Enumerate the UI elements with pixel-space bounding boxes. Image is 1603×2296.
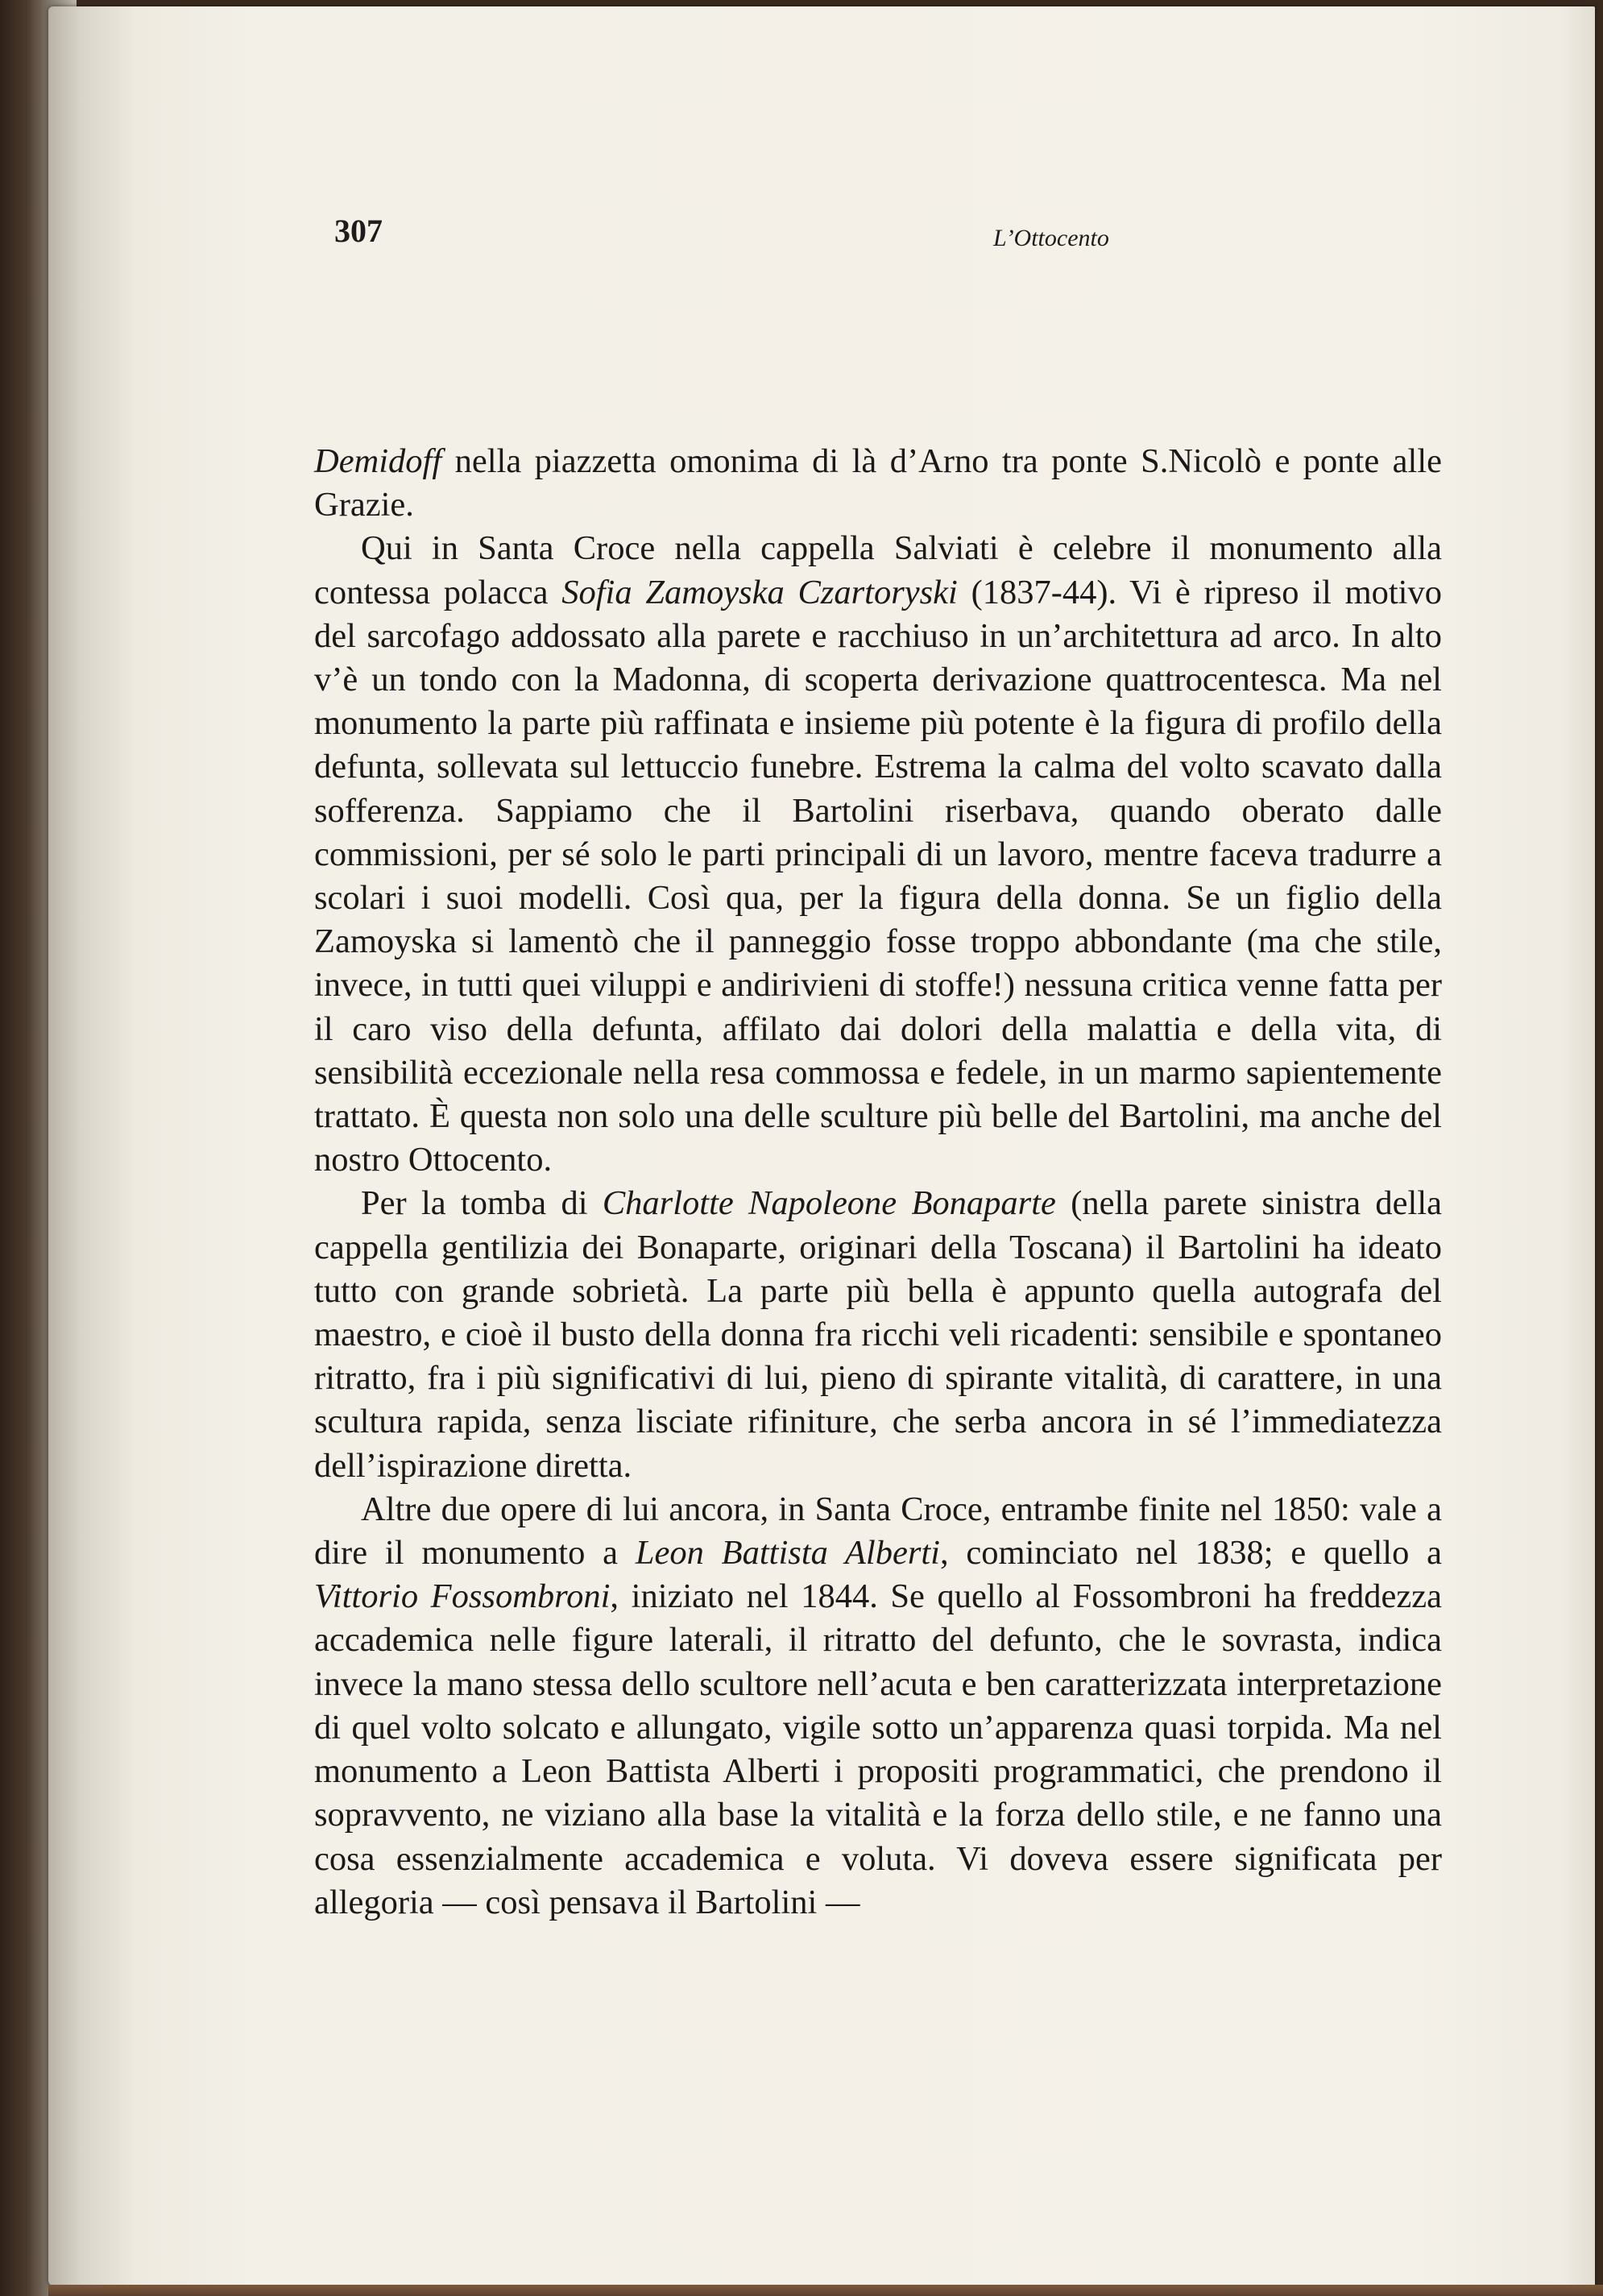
text-run: Altre due opere di lui ancora, in Santa Croce, entrambe finite nel 1850: vale a dire il monumento a <box>314 1490 1442 1573</box>
running-head: L’Ottocento <box>993 225 1109 251</box>
italic-title: Charlotte Napoleone Bonaparte <box>602 1184 1056 1223</box>
text-run: Qui in Santa Croce nella cappella Salviati è celebre il monumento alla contessa polacca <box>314 529 1442 611</box>
paragraph <box>314 440 1442 527</box>
paragraph <box>314 1488 1442 1925</box>
paragraph <box>314 1182 1442 1487</box>
page-edge <box>48 2285 1603 2296</box>
text-run: , iniziato nel 1844. Se quello al Fossombroni ha freddezza accademica nelle figure laterali, il ritratto del defunto, che le sovrasta, indica invece la mano stessa dello scultore nell’acuta e ben caratterizzata interpretazione di quel volto solcato e allungato, vigile sotto un’apparenza quasi torpida. Ma nel monumento a Leon Battista Alberti i propositi programmatici, che prendono il sopravvento, ne viziano alla base la vitalità e la forza dello stile, e ne fanno una cosa essenzialmente accademica e voluta. Vi doveva essere significata per allegoria — così pensava il Bartolini — <box>314 1577 1442 1921</box>
text-run: (nella parete sinistra della cappella gentilizia dei Bonaparte, originari della Toscana) il Bartolini ha ideato tutto con grande sobrietà. La parte più bella è appunto quella autografa del maestro, e cioè il busto della donna fra ricchi veli ricadenti: sensibile e spontaneo ritratto, fra i più significativi di lui, pieno di spirante vitalità, di carattere, in una scultura rapida, senza lisciate rifiniture, che serba ancora in sé l’immediatezza dell’ispirazione diretta. <box>314 1184 1442 1485</box>
paragraph <box>314 527 1442 1182</box>
italic-title: Leon Battista Alberti <box>635 1534 940 1573</box>
italic-title: Demidoff <box>314 442 442 480</box>
italic-title: Vittorio Fossombroni <box>314 1577 611 1616</box>
text-run: , cominciato nel 1838; e quello a <box>939 1534 1442 1573</box>
page-number: 307 <box>334 213 383 249</box>
italic-title: Sofia Zamoyska Czartoryski <box>561 573 958 611</box>
page-header <box>48 212 1595 260</box>
text-run: Per la tomba di <box>361 1184 603 1223</box>
book-page <box>48 6 1595 2286</box>
body-text <box>314 440 1442 1925</box>
text-run: nella piazzetta omonima di là d’Arno tra ponte S.Nicolò e ponte alle Grazie. <box>314 442 1442 524</box>
text-run: (1837-44). Vi è ripreso il motivo del sarcofago addossato alla parete e racchiuso in un’architettura ad arco. In alto v’è un tondo con la Madonna, di scoperta derivazione quattrocentesca. Ma nel monumento la parte più raffinata e insieme più potente è la figura di profilo della defunta, sollevata sul lettuccio funebre. Estrema la calma del volto scavato dalla sofferenza. Sappiamo che il Bartolini riserbava, quando oberato dalle commissioni, per sé solo le parti principali di un lavoro, mentre faceva tradurre a scolari i suoi modelli. Così qua, per la figura della donna. Se un figlio della Zamoyska si lamentò che il panneggio fosse troppo abbondante (ma che stile, invece, in tutti quei viluppi e andirivieni di stoffe!) nessuna critica venne fatta per il caro viso della defunta, affilato dai dolori della malattia e della vita, di sensibilità eccezionale nella resa commossa e fedele, in un marmo sapientemente trattato. È questa non solo una delle sculture più belle del Bartolini, ma anche del nostro Ottocento. <box>314 573 1442 1179</box>
